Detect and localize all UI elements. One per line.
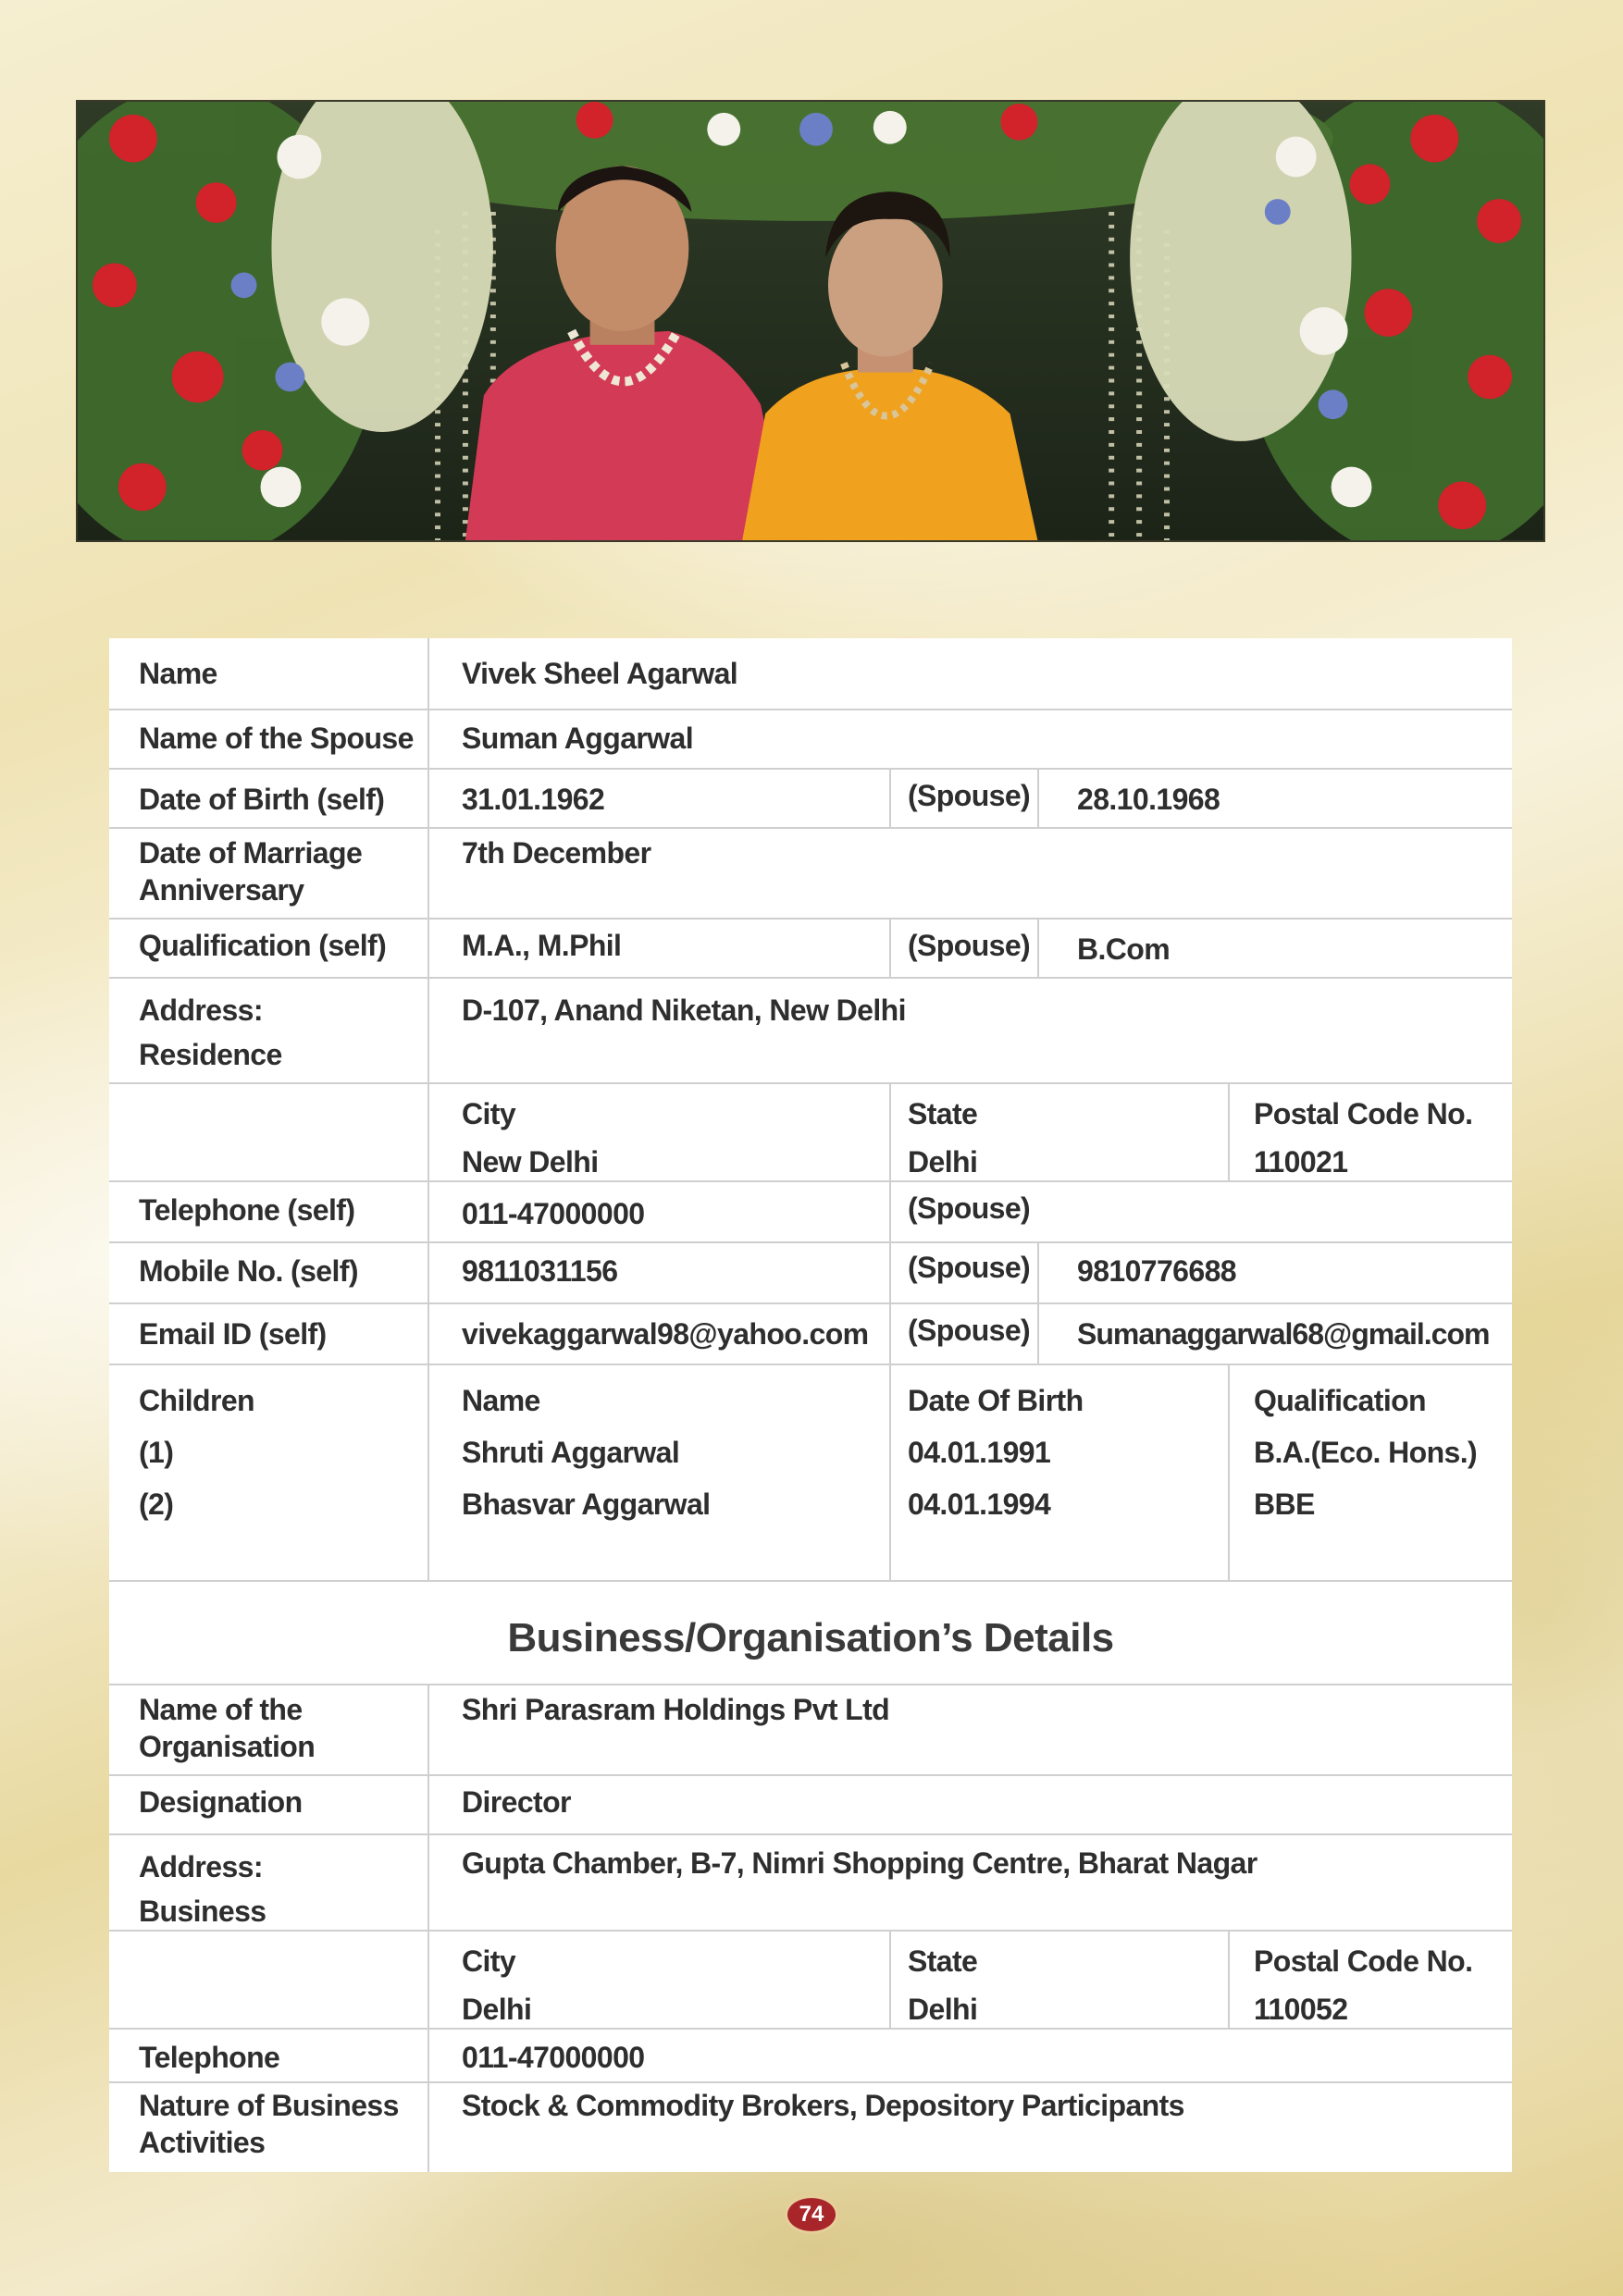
telephone-spouse-tag: (Spouse)	[908, 1191, 1031, 1225]
row-business-address	[109, 1833, 1512, 1930]
row-qualification	[109, 918, 1512, 977]
row-business-nature	[109, 2081, 1512, 2172]
children-label: Children	[139, 1384, 254, 1417]
residence-postal: Postal Code No. 110021	[1254, 1097, 1473, 1179]
qualification-spouse-value: B.Com	[1077, 932, 1171, 966]
row-anniversary	[109, 827, 1512, 918]
business-address-value: Gupta Chamber, B-7, Nimri Shopping Centre, Bharat Nagar	[462, 1846, 1258, 1880]
qualification-label: Qualification (self)	[139, 929, 387, 962]
child-index: (1)	[139, 1436, 174, 1469]
mobile-self-value: 9811031156	[462, 1254, 618, 1288]
email-self-value: vivekaggarwal98@yahoo.com	[462, 1317, 869, 1351]
mobile-label: Mobile No. (self)	[139, 1254, 358, 1288]
member-details-table	[109, 638, 1512, 2172]
email-spouse-tag: (Spouse)	[908, 1314, 1031, 1347]
child-dob: 04.01.1991	[908, 1436, 1051, 1469]
child-name: Bhasvar Aggarwal	[462, 1487, 711, 1521]
business-state: State Delhi	[908, 1944, 978, 2026]
name-label: Name	[139, 657, 217, 690]
dob-self-value: 31.01.1962	[462, 783, 605, 816]
designation-value: Director	[462, 1785, 571, 1819]
row-mobile	[109, 1241, 1512, 1302]
child-name: Shruti Aggarwal	[462, 1436, 680, 1469]
residence-state: State Delhi	[908, 1097, 978, 1179]
business-section-title: Business/Organisation’s Details	[507, 1615, 1114, 1660]
children-name-header: Name	[462, 1384, 540, 1417]
spouse-label: Name of the Spouse	[139, 722, 414, 755]
name-value: Vivek Sheel Agarwal	[462, 657, 738, 690]
business-telephone-label: Telephone	[139, 2041, 280, 2074]
residence-address-label: Address: Residence	[139, 994, 282, 1071]
residence-address-value: D-107, Anand Niketan, New Delhi	[462, 994, 906, 1027]
business-section-header	[109, 1580, 1512, 1684]
organisation-value: Shri Parasram Holdings Pvt Ltd	[462, 1693, 890, 1726]
child-qualification: BBE	[1254, 1487, 1315, 1521]
anniversary-label: Date of Marriage Anniversary	[139, 836, 363, 907]
designation-label: Designation	[139, 1785, 303, 1819]
mobile-spouse-tag: (Spouse)	[908, 1251, 1031, 1284]
spouse-value: Suman Aggarwal	[462, 722, 694, 755]
row-business-city	[109, 1930, 1512, 2028]
business-address-label: Address: Business	[139, 1850, 266, 1928]
email-label: Email ID (self)	[139, 1317, 327, 1351]
organisation-label: Name of the Organisation	[139, 1693, 316, 1763]
children-index-column	[139, 1365, 416, 1580]
children-dob-header: Date Of Birth	[908, 1384, 1084, 1417]
children-qualification-column	[1254, 1365, 1477, 1580]
qualification-self-value: M.A., M.Phil	[462, 929, 622, 962]
email-spouse-value: Sumanaggarwal68@gmail.com	[1077, 1317, 1490, 1351]
child-qualification: B.A.(Eco. Hons.)	[1254, 1436, 1478, 1469]
row-organisation	[109, 1684, 1512, 1774]
row-telephone	[109, 1180, 1512, 1241]
row-dob	[109, 768, 1512, 827]
business-telephone-value: 011-47000000	[462, 2041, 645, 2074]
row-spouse	[109, 709, 1512, 768]
business-city: City Delhi	[462, 1944, 532, 2026]
business-nature-value: Stock & Commodity Brokers, Depository Participants	[462, 2089, 1184, 2122]
anniversary-value: 7th December	[462, 836, 651, 870]
row-business-telephone	[109, 2028, 1512, 2081]
child-index: (2)	[139, 1487, 174, 1521]
business-nature-label: Nature of Business Activities	[139, 2089, 399, 2159]
row-residence-city	[109, 1082, 1512, 1180]
dob-label: Date of Birth (self)	[139, 783, 385, 816]
children-qualification-header: Qualification	[1254, 1384, 1426, 1417]
row-designation	[109, 1774, 1512, 1833]
row-residence-address	[109, 977, 1512, 1082]
telephone-label: Telephone (self)	[139, 1193, 355, 1227]
children-dob-column	[908, 1365, 1084, 1580]
telephone-self-value: 011-47000000	[462, 1197, 645, 1230]
children-name-column	[462, 1365, 710, 1580]
couple-photo	[76, 100, 1545, 542]
qualification-spouse-tag: (Spouse)	[908, 929, 1031, 962]
row-email	[109, 1302, 1512, 1364]
child-dob: 04.01.1994	[908, 1487, 1051, 1521]
residence-city: City New Delhi	[462, 1097, 599, 1179]
dob-spouse-tag: (Spouse)	[908, 779, 1031, 812]
mobile-spouse-value: 9810776688	[1077, 1254, 1236, 1288]
row-name	[109, 638, 1512, 709]
dob-spouse-value: 28.10.1968	[1077, 783, 1220, 816]
row-children	[109, 1364, 1512, 1580]
page-number-badge: 74	[787, 2198, 836, 2231]
business-postal: Postal Code No. 110052	[1254, 1944, 1473, 2026]
